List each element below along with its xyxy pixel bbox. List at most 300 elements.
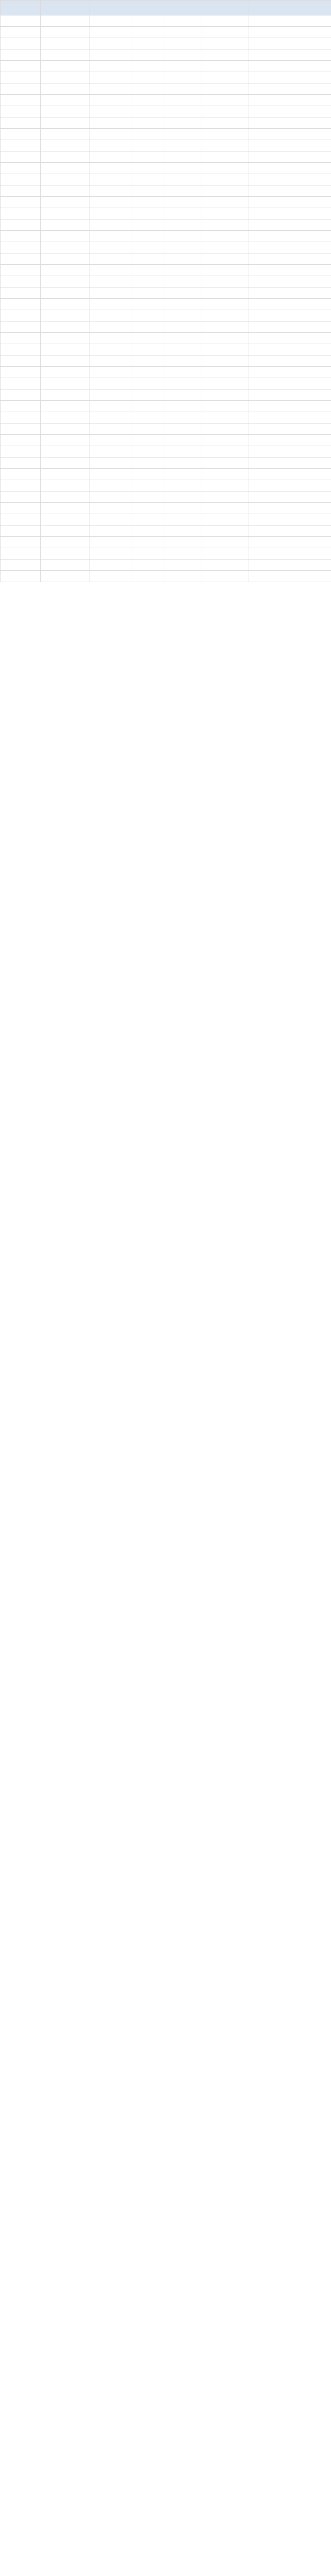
cell-c7	[249, 389, 331, 401]
cell-c6	[201, 129, 249, 140]
table-row	[1, 401, 331, 412]
name-cell	[41, 469, 90, 480]
cell-c7	[249, 310, 331, 321]
header-cell	[131, 1, 165, 15]
cell-c6	[201, 548, 249, 560]
cell-c1	[1, 72, 41, 83]
cell-c4	[131, 344, 165, 355]
cell-c7	[249, 72, 331, 83]
cell-c5	[165, 457, 201, 469]
cell-c4	[131, 321, 165, 333]
cell-c1	[1, 106, 41, 117]
name-cell	[41, 321, 90, 333]
table-row	[1, 310, 331, 321]
cell-c1	[1, 208, 41, 219]
cell-c6	[201, 503, 249, 514]
cell-c1	[1, 151, 41, 163]
cell-c4	[131, 140, 165, 151]
cell-c1	[1, 242, 41, 253]
name-cell	[41, 446, 90, 457]
name-cell	[41, 571, 90, 582]
name-cell	[41, 95, 90, 106]
cell-c7	[249, 333, 331, 344]
cell-c7	[249, 174, 331, 185]
cell-c5	[165, 480, 201, 492]
name-cell	[41, 15, 90, 27]
cell-c5	[165, 423, 201, 435]
cell-c6	[201, 242, 249, 253]
cell-c7	[249, 446, 331, 457]
cell-c3	[90, 242, 131, 253]
cell-c7	[249, 106, 331, 117]
cell-c5	[165, 276, 201, 287]
cell-c5	[165, 38, 201, 49]
cell-c4	[131, 61, 165, 72]
table-row	[1, 151, 331, 163]
table-row	[1, 287, 331, 299]
name-cell	[41, 423, 90, 435]
name-cell	[41, 242, 90, 253]
cell-c7	[249, 367, 331, 378]
cell-c4	[131, 435, 165, 446]
name-cell	[41, 412, 90, 423]
cell-c6	[201, 469, 249, 480]
cell-c3	[90, 219, 131, 231]
cell-c5	[165, 163, 201, 174]
cell-c4	[131, 83, 165, 95]
name-cell	[41, 560, 90, 571]
cell-c3	[90, 469, 131, 480]
cell-c3	[90, 514, 131, 526]
cell-c5	[165, 185, 201, 197]
name-cell	[41, 287, 90, 299]
name-cell	[41, 219, 90, 231]
table-row	[1, 49, 331, 61]
cell-c4	[131, 401, 165, 412]
cell-c5	[165, 174, 201, 185]
table-row	[1, 27, 331, 38]
table-row	[1, 446, 331, 457]
table-row	[1, 163, 331, 174]
cell-c1	[1, 457, 41, 469]
table-row	[1, 537, 331, 548]
cell-c7	[249, 480, 331, 492]
table-row	[1, 140, 331, 151]
cell-c1	[1, 27, 41, 38]
cell-c4	[131, 469, 165, 480]
cell-c6	[201, 185, 249, 197]
cell-c4	[131, 151, 165, 163]
cell-c6	[201, 287, 249, 299]
cell-c1	[1, 95, 41, 106]
cell-c7	[249, 378, 331, 389]
cell-c5	[165, 367, 201, 378]
cell-c3	[90, 571, 131, 582]
cell-c5	[165, 61, 201, 72]
cell-c4	[131, 492, 165, 503]
name-cell	[41, 378, 90, 389]
cell-c3	[90, 457, 131, 469]
cell-c6	[201, 174, 249, 185]
cell-c4	[131, 423, 165, 435]
cell-c3	[90, 503, 131, 514]
cell-c5	[165, 287, 201, 299]
cell-c6	[201, 276, 249, 287]
cell-c1	[1, 412, 41, 423]
cell-c7	[249, 129, 331, 140]
cell-c5	[165, 548, 201, 560]
table-row	[1, 423, 331, 435]
table-row	[1, 83, 331, 95]
name-cell	[41, 129, 90, 140]
table-row	[1, 355, 331, 367]
cell-c5	[165, 117, 201, 129]
cell-c7	[249, 526, 331, 537]
table-row	[1, 503, 331, 514]
table-row	[1, 548, 331, 560]
table-row	[1, 560, 331, 571]
cell-c4	[131, 287, 165, 299]
cell-c4	[131, 265, 165, 276]
cell-c1	[1, 492, 41, 503]
cell-c1	[1, 231, 41, 242]
name-cell	[41, 276, 90, 287]
cell-c7	[249, 537, 331, 548]
cell-c5	[165, 446, 201, 457]
cell-c1	[1, 503, 41, 514]
name-cell	[41, 72, 90, 83]
cell-c3	[90, 333, 131, 344]
cell-c7	[249, 231, 331, 242]
cell-c6	[201, 560, 249, 571]
cell-c5	[165, 435, 201, 446]
table-row	[1, 469, 331, 480]
cell-c1	[1, 197, 41, 208]
cell-c6	[201, 151, 249, 163]
cell-c3	[90, 560, 131, 571]
cell-c5	[165, 265, 201, 276]
cell-c7	[249, 457, 331, 469]
cell-c5	[165, 526, 201, 537]
cell-c4	[131, 480, 165, 492]
data-table	[0, 0, 331, 582]
cell-c6	[201, 480, 249, 492]
cell-c5	[165, 389, 201, 401]
cell-c4	[131, 457, 165, 469]
cell-c3	[90, 151, 131, 163]
cell-c1	[1, 367, 41, 378]
header-cell	[249, 1, 331, 15]
cell-c4	[131, 49, 165, 61]
cell-c4	[131, 231, 165, 242]
header-cell	[165, 1, 201, 15]
table-row	[1, 15, 331, 27]
name-cell	[41, 480, 90, 492]
cell-c6	[201, 219, 249, 231]
cell-c6	[201, 333, 249, 344]
header-cell	[201, 1, 249, 15]
cell-c6	[201, 95, 249, 106]
cell-c6	[201, 208, 249, 219]
name-cell	[41, 514, 90, 526]
cell-c5	[165, 412, 201, 423]
cell-c3	[90, 106, 131, 117]
cell-c3	[90, 492, 131, 503]
table-body	[1, 15, 331, 582]
cell-c5	[165, 401, 201, 412]
cell-c1	[1, 174, 41, 185]
cell-c4	[131, 412, 165, 423]
cell-c3	[90, 355, 131, 367]
cell-c4	[131, 333, 165, 344]
name-cell	[41, 299, 90, 310]
cell-c3	[90, 310, 131, 321]
cell-c4	[131, 276, 165, 287]
table-row	[1, 242, 331, 253]
cell-c4	[131, 15, 165, 27]
cell-c3	[90, 27, 131, 38]
cell-c6	[201, 526, 249, 537]
cell-c5	[165, 219, 201, 231]
cell-c6	[201, 457, 249, 469]
table-row	[1, 117, 331, 129]
cell-c7	[249, 435, 331, 446]
cell-c4	[131, 514, 165, 526]
table-row	[1, 333, 331, 344]
cell-c1	[1, 253, 41, 265]
name-cell	[41, 49, 90, 61]
cell-c5	[165, 27, 201, 38]
table-row	[1, 38, 331, 49]
table-row	[1, 389, 331, 401]
cell-c4	[131, 310, 165, 321]
cell-c7	[249, 276, 331, 287]
cell-c4	[131, 219, 165, 231]
cell-c3	[90, 321, 131, 333]
cell-c4	[131, 355, 165, 367]
cell-c6	[201, 537, 249, 548]
cell-c1	[1, 310, 41, 321]
cell-c7	[249, 571, 331, 582]
cell-c3	[90, 197, 131, 208]
cell-c7	[249, 560, 331, 571]
cell-c4	[131, 378, 165, 389]
cell-c6	[201, 321, 249, 333]
name-cell	[41, 435, 90, 446]
cell-c7	[249, 242, 331, 253]
cell-c3	[90, 526, 131, 537]
cell-c5	[165, 95, 201, 106]
name-cell	[41, 457, 90, 469]
cell-c7	[249, 163, 331, 174]
cell-c7	[249, 469, 331, 480]
cell-c3	[90, 61, 131, 72]
cell-c4	[131, 38, 165, 49]
cell-c1	[1, 378, 41, 389]
cell-c1	[1, 446, 41, 457]
cell-c5	[165, 106, 201, 117]
cell-c3	[90, 389, 131, 401]
cell-c7	[249, 151, 331, 163]
cell-c1	[1, 435, 41, 446]
cell-c7	[249, 412, 331, 423]
cell-c6	[201, 401, 249, 412]
table-row	[1, 344, 331, 355]
table-row	[1, 61, 331, 72]
cell-c1	[1, 333, 41, 344]
cell-c4	[131, 548, 165, 560]
table-row	[1, 321, 331, 333]
cell-c5	[165, 83, 201, 95]
cell-c3	[90, 83, 131, 95]
cell-c1	[1, 514, 41, 526]
cell-c5	[165, 15, 201, 27]
cell-c6	[201, 299, 249, 310]
table-row	[1, 72, 331, 83]
name-cell	[41, 526, 90, 537]
name-cell	[41, 27, 90, 38]
name-cell	[41, 492, 90, 503]
header-row	[1, 1, 331, 15]
cell-c1	[1, 117, 41, 129]
cell-c1	[1, 423, 41, 435]
cell-c7	[249, 15, 331, 27]
table-row	[1, 276, 331, 287]
cell-c1	[1, 480, 41, 492]
cell-c7	[249, 185, 331, 197]
cell-c6	[201, 231, 249, 242]
cell-c4	[131, 526, 165, 537]
cell-c4	[131, 446, 165, 457]
cell-c6	[201, 389, 249, 401]
cell-c3	[90, 231, 131, 242]
cell-c5	[165, 333, 201, 344]
name-cell	[41, 117, 90, 129]
cell-c3	[90, 537, 131, 548]
cell-c1	[1, 299, 41, 310]
table-row	[1, 571, 331, 582]
cell-c1	[1, 163, 41, 174]
cell-c4	[131, 117, 165, 129]
cell-c6	[201, 355, 249, 367]
header-cell	[1, 1, 41, 15]
cell-c4	[131, 185, 165, 197]
cell-c4	[131, 242, 165, 253]
cell-c1	[1, 355, 41, 367]
name-cell	[41, 310, 90, 321]
cell-c5	[165, 492, 201, 503]
cell-c6	[201, 49, 249, 61]
cell-c6	[201, 367, 249, 378]
cell-c1	[1, 276, 41, 287]
table-row	[1, 412, 331, 423]
cell-c6	[201, 197, 249, 208]
cell-c5	[165, 321, 201, 333]
cell-c5	[165, 197, 201, 208]
cell-c3	[90, 185, 131, 197]
cell-c3	[90, 435, 131, 446]
header-cell	[41, 1, 90, 15]
cell-c7	[249, 492, 331, 503]
cell-c1	[1, 560, 41, 571]
name-cell	[41, 163, 90, 174]
cell-c4	[131, 208, 165, 219]
cell-c7	[249, 61, 331, 72]
cell-c3	[90, 367, 131, 378]
cell-c3	[90, 423, 131, 435]
name-cell	[41, 265, 90, 276]
cell-c3	[90, 163, 131, 174]
table-header	[1, 1, 331, 15]
table-row	[1, 185, 331, 197]
name-cell	[41, 355, 90, 367]
cell-c4	[131, 503, 165, 514]
name-cell	[41, 537, 90, 548]
cell-c3	[90, 276, 131, 287]
cell-c1	[1, 344, 41, 355]
table-row	[1, 219, 331, 231]
cell-c5	[165, 378, 201, 389]
cell-c1	[1, 537, 41, 548]
name-cell	[41, 185, 90, 197]
cell-c3	[90, 117, 131, 129]
cell-c3	[90, 344, 131, 355]
cell-c7	[249, 219, 331, 231]
cell-c7	[249, 265, 331, 276]
cell-c3	[90, 287, 131, 299]
cell-c6	[201, 61, 249, 72]
cell-c6	[201, 514, 249, 526]
name-cell	[41, 140, 90, 151]
cell-c4	[131, 367, 165, 378]
table-row	[1, 378, 331, 389]
cell-c1	[1, 129, 41, 140]
cell-c7	[249, 401, 331, 412]
cell-c1	[1, 287, 41, 299]
cell-c5	[165, 253, 201, 265]
cell-c5	[165, 129, 201, 140]
name-cell	[41, 389, 90, 401]
table-row	[1, 231, 331, 242]
name-cell	[41, 231, 90, 242]
cell-c3	[90, 140, 131, 151]
cell-c7	[249, 299, 331, 310]
table-row	[1, 457, 331, 469]
name-cell	[41, 151, 90, 163]
cell-c5	[165, 514, 201, 526]
cell-c3	[90, 401, 131, 412]
table-row	[1, 129, 331, 140]
name-cell	[41, 174, 90, 185]
cell-c7	[249, 548, 331, 560]
cell-c3	[90, 412, 131, 423]
spreadsheet-page	[0, 0, 331, 582]
cell-c5	[165, 537, 201, 548]
name-cell	[41, 38, 90, 49]
table-row	[1, 95, 331, 106]
cell-c1	[1, 401, 41, 412]
cell-c1	[1, 61, 41, 72]
cell-c4	[131, 197, 165, 208]
cell-c6	[201, 446, 249, 457]
header-cell	[90, 1, 131, 15]
cell-c5	[165, 503, 201, 514]
cell-c7	[249, 253, 331, 265]
cell-c1	[1, 571, 41, 582]
name-cell	[41, 197, 90, 208]
name-cell	[41, 548, 90, 560]
cell-c4	[131, 174, 165, 185]
